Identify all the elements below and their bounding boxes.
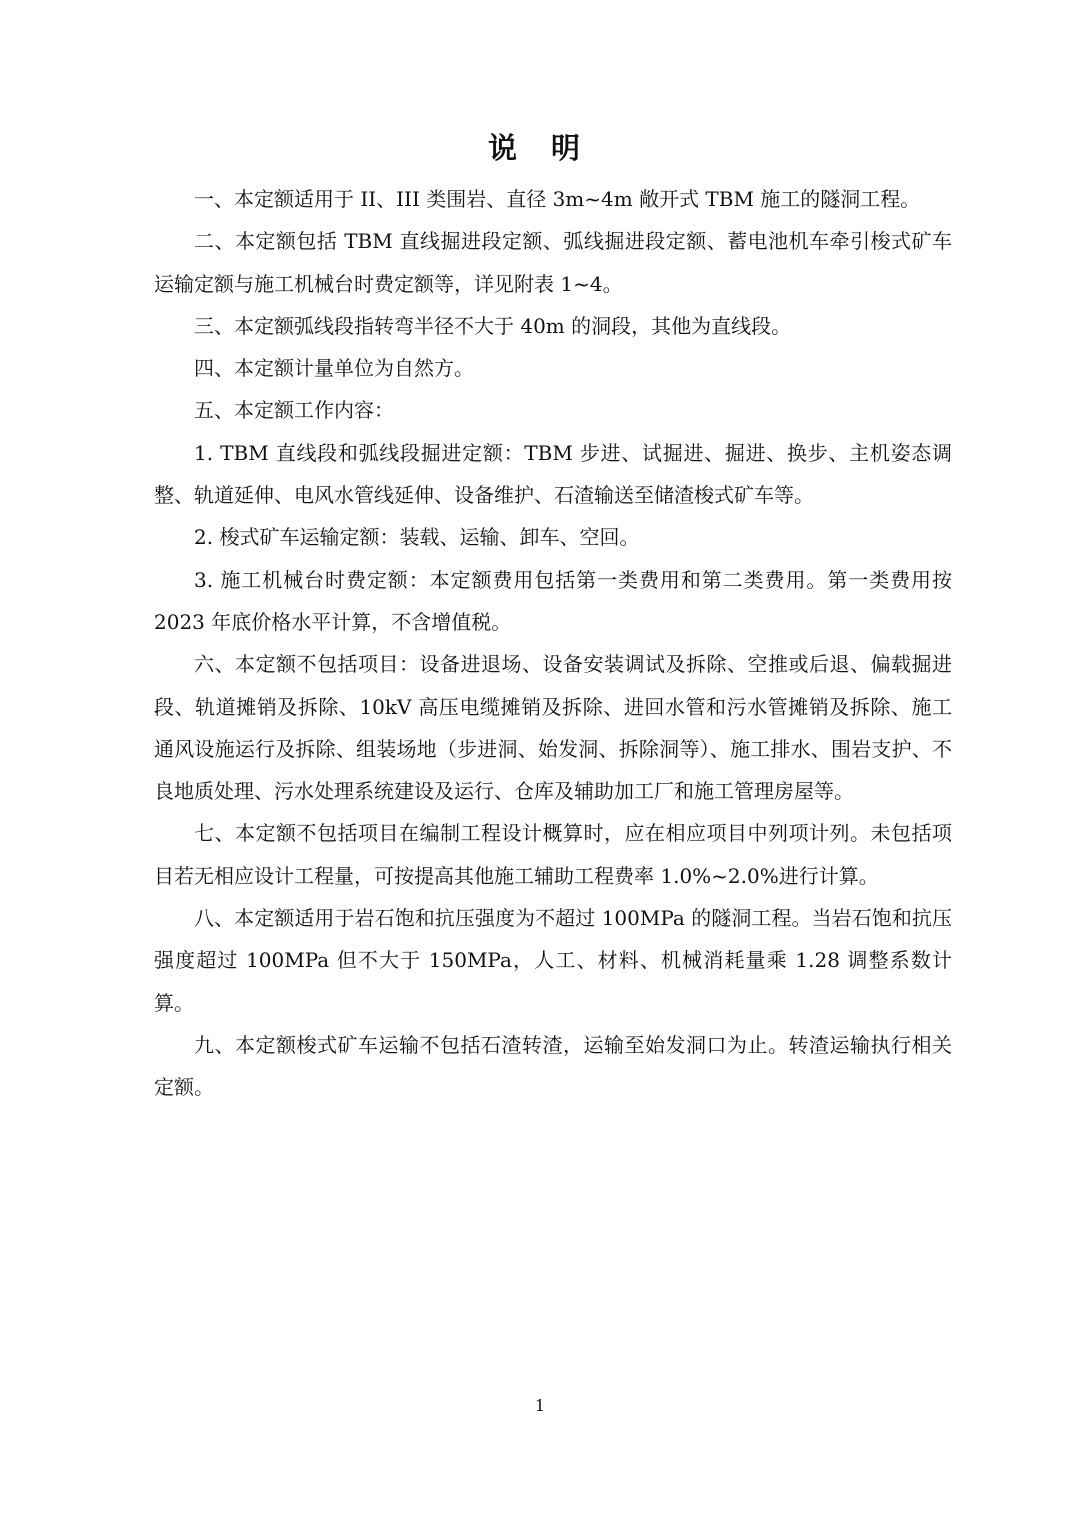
paragraph-5: 五、本定额工作内容： <box>194 398 394 423</box>
paragraph-8: 八、本定额适用于岩石饱和抗压强度为不超过 100MPa 的隧洞工程。当岩石饱和抗压强度超过 100MPa 但不大于 150MPa，人工、材料、机械消耗量乘 1.28 调整系数计算。 <box>154 906 952 1015</box>
page-title: 说 明 <box>487 131 593 165</box>
paragraph-5-item-3: 3. 施工机械台时费定额：本定额费用包括第一类费用和第二类费用。第一类费用按 2023 年底价格水平计算，不含增值税。 <box>154 567 952 634</box>
paragraph-3: 三、本定额弧线段指转弯半径不大于 40m 的洞段，其他为直线段。 <box>194 313 792 338</box>
paragraph-7: 七、本定额不包括项目在编制工程设计概算时，应在相应项目中列项计列。未包括项目若无相应设计工程量，可按提高其他施工辅助工程费率 1.0%~2.0%进行计算。 <box>154 821 952 888</box>
paragraph-9: 九、本定额梭式矿车运输不包括石渣转渣，运输至始发洞口为止。转渣运输执行相关定额。 <box>154 1032 952 1100</box>
page-number: 1 <box>534 1396 546 1415</box>
document-body <box>154 178 952 1109</box>
paragraph-5-item-1: 1. TBM 直线段和弧线段掘进定额：TBM 步进、试掘进、掘进、换步、主机姿态调整、轨道延伸、电风水管线延伸、设备维护、石渣输送至储渣梭式矿车等。 <box>154 440 952 508</box>
paragraph-2: 二、本定额包括 TBM 直线掘进段定额、弧线掘进段定额、蓄电池机车牵引梭式矿车运输定额与施工机械台时费定额等，详见附表 1~4。 <box>154 229 952 296</box>
paragraph-6: 六、本定额不包括项目：设备进退场、设备安装调试及拆除、空推或后退、偏载掘进段、轨道摊销及拆除、10kV 高压电缆摊销及拆除、进回水管和污水管摊销及拆除、施工通风设施运行及拆除、组装场地（步进洞、始发洞、拆除洞等）、施工排水、围岩支护、不良地质处理、污水处理系统建设及运行、仓库及辅助加工厂和施工管理房屋等。 <box>154 652 952 804</box>
paragraph-5-item-2: 2. 梭式矿车运输定额：装载、运输、卸车、空回。 <box>194 525 640 550</box>
paragraph-4: 四、本定额计量单位为自然方。 <box>194 356 474 381</box>
paragraph-1: 一、本定额适用于 II、III 类围岩、直径 3m~4m 敞开式 TBM 施工的隧洞工程。 <box>194 187 921 211</box>
